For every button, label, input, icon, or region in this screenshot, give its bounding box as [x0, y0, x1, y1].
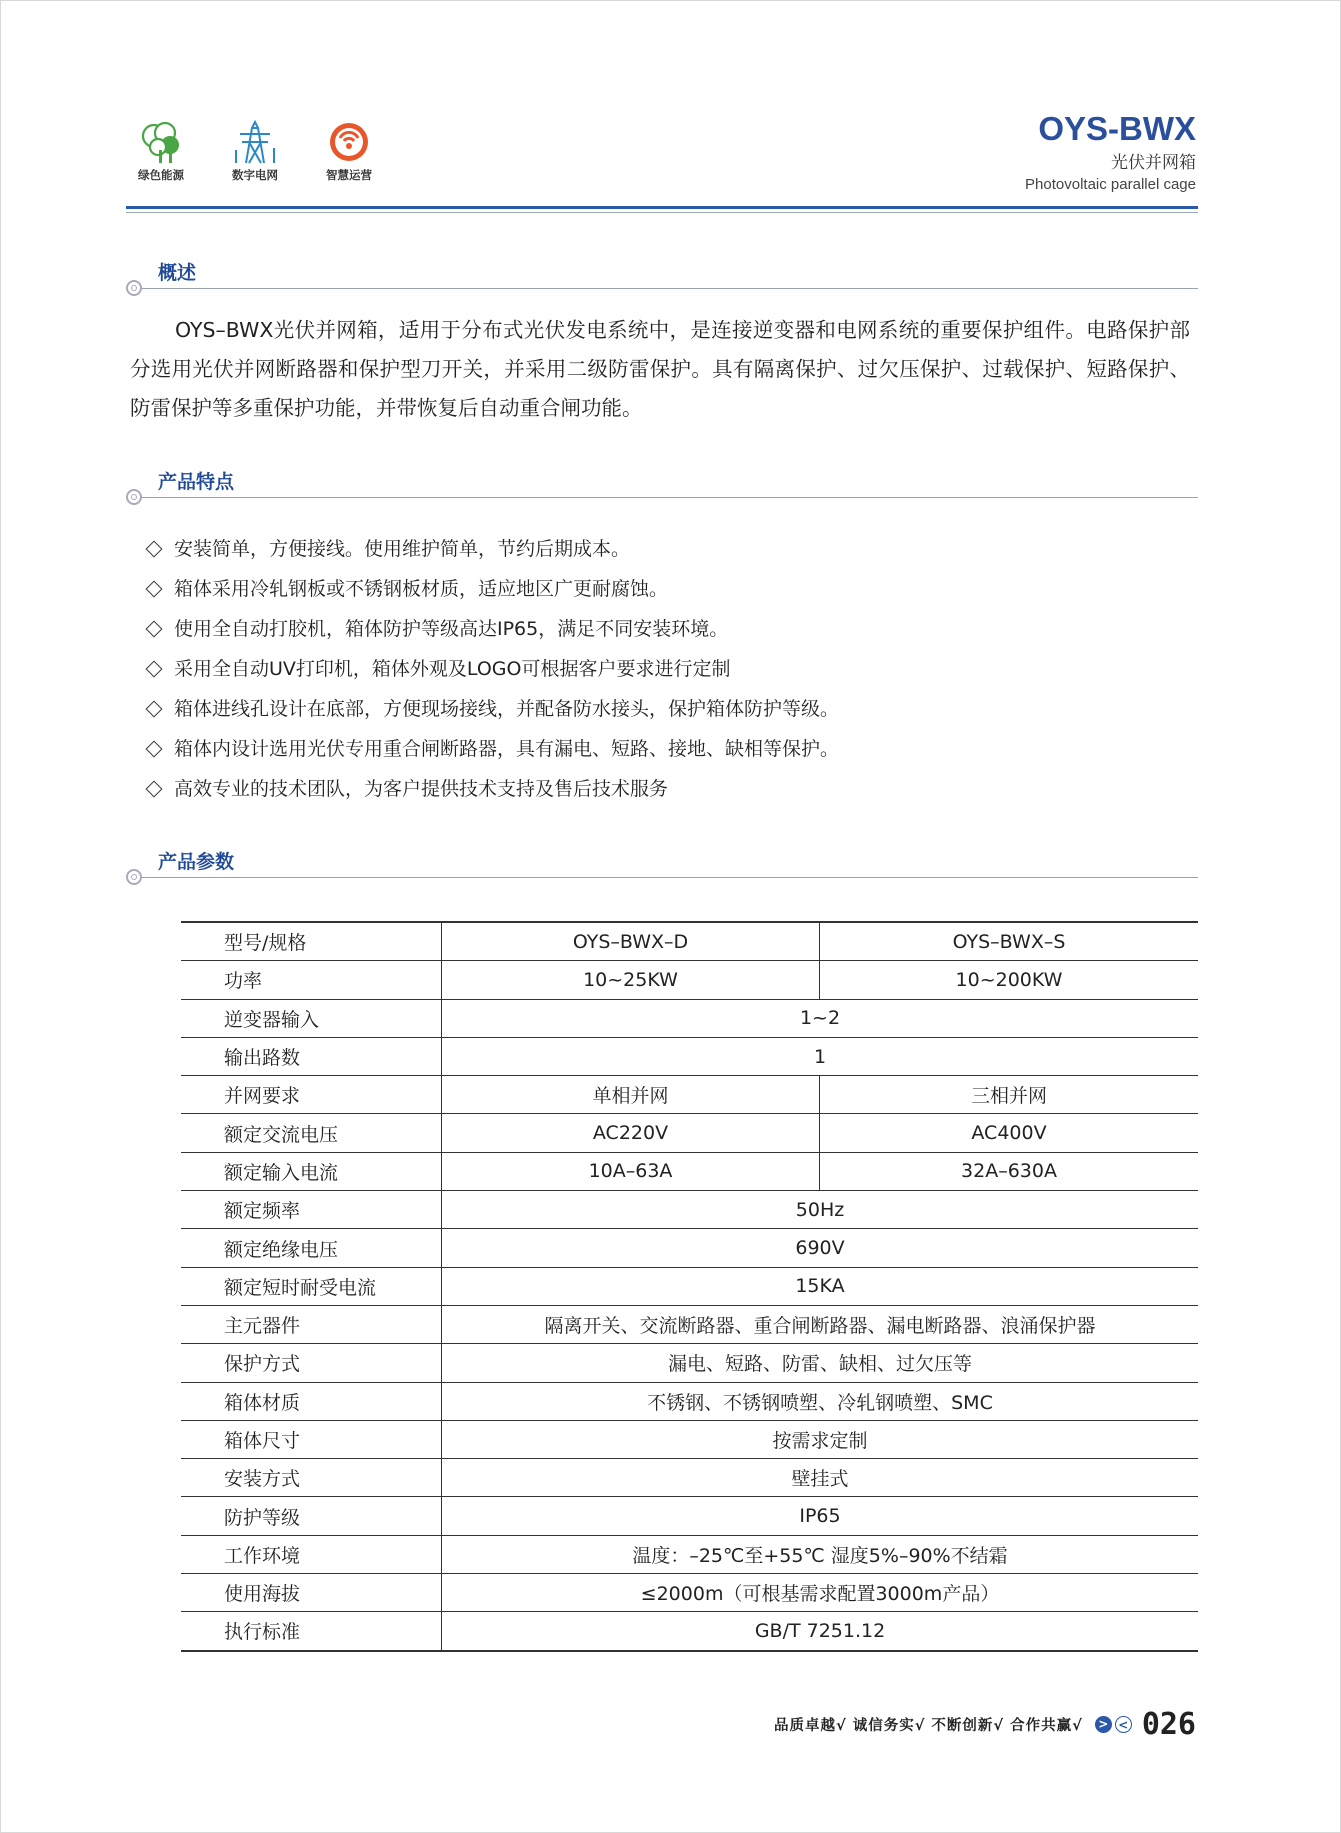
diamond-bullet-icon	[146, 781, 163, 798]
spec-value: ≤2000m（可根基需求配置3000m产品）	[442, 1574, 1199, 1612]
logo-green-energy	[125, 120, 197, 183]
spec-row	[181, 1574, 1198, 1612]
feature-item: 高效专业的技术团队，为客户提供技术支持及售后技术服务	[144, 769, 839, 809]
section-title-overview: 概述	[158, 262, 197, 284]
product-name-en: Photovoltaic parallel cage	[1025, 176, 1196, 193]
spec-label: 额定频率	[181, 1191, 442, 1229]
spec-row	[181, 1229, 1198, 1267]
footer-slogan: 品质卓越√ 诚信务实√ 不断创新√ 合作共赢√	[773, 1718, 1083, 1734]
logo-caption: 智慧运营	[326, 168, 372, 182]
spec-value: AC220V	[442, 1114, 820, 1152]
spec-value: AC400V	[820, 1114, 1199, 1152]
spec-row	[181, 1152, 1198, 1190]
feature-item: 采用全自动UV打印机，箱体外观及LOGO可根据客户要求进行定制	[144, 649, 839, 689]
spec-value: 温度：–25℃至+55℃ 湿度5%–90%不结霜	[442, 1535, 1199, 1573]
prev-page-icon[interactable]: <	[1115, 1716, 1132, 1733]
spec-value: 10A–63A	[442, 1152, 820, 1190]
product-brand	[1025, 112, 1196, 193]
spec-value: 1	[442, 1037, 1199, 1075]
section-ring-icon	[126, 280, 142, 296]
spec-value: 壁挂式	[442, 1459, 1199, 1497]
diamond-bullet-icon	[146, 541, 163, 558]
spec-value: OYS–BWX–D	[442, 922, 820, 961]
spec-value: 690V	[442, 1229, 1199, 1267]
spec-value: IP65	[442, 1497, 1199, 1535]
spec-value: 1~2	[442, 999, 1199, 1037]
spec-label: 箱体尺寸	[181, 1420, 442, 1458]
header-divider-thin	[126, 212, 1198, 213]
spec-value: 不锈钢、不锈钢喷塑、冷轧钢喷塑、SMC	[442, 1382, 1199, 1420]
spec-row	[181, 1076, 1198, 1114]
spec-value: 10~200KW	[820, 961, 1199, 999]
spec-value: 按需求定制	[442, 1420, 1199, 1458]
spec-row	[181, 1459, 1198, 1497]
overview-text: OYS–BWX光伏并网箱，适用于分布式光伏发电系统中，是连接逆变器和电网系统的重要保护组件。电路保护部分选用光伏并网断路器和保护型刀开关，并采用二级防雷保护。具有隔离保护、过欠压保护、过载保护、短路保护、防雷保护等多重保护功能，并带恢复后自动重合闸功能。	[130, 318, 1190, 420]
spec-value: 10~25KW	[442, 961, 820, 999]
spec-row	[181, 1612, 1198, 1651]
spec-label: 使用海拔	[181, 1574, 442, 1612]
spec-value: 15KA	[442, 1267, 1199, 1305]
spec-row	[181, 1267, 1198, 1305]
spec-label: 箱体材质	[181, 1382, 442, 1420]
spec-row	[181, 1305, 1198, 1343]
spec-value: 50Hz	[442, 1191, 1199, 1229]
spec-label: 主元器件	[181, 1305, 442, 1343]
section-title-params: 产品参数	[158, 851, 235, 873]
logo-caption: 绿色能源	[138, 168, 184, 182]
spec-label: 执行标准	[181, 1612, 442, 1651]
power-tower-icon	[232, 120, 278, 164]
spec-label: 并网要求	[181, 1076, 442, 1114]
tree-icon	[138, 120, 184, 164]
spec-label: 额定输入电流	[181, 1152, 442, 1190]
feature-item: 使用全自动打胶机，箱体防护等级高达IP65，满足不同安装环境。	[144, 609, 839, 649]
section-ring-icon	[126, 869, 142, 885]
spec-label: 额定交流电压	[181, 1114, 442, 1152]
page-nav	[1095, 1716, 1132, 1733]
section-title-features: 产品特点	[158, 471, 235, 493]
logo-caption: 数字电网	[232, 168, 278, 182]
spec-label: 安装方式	[181, 1459, 442, 1497]
feature-item: 箱体内设计选用光伏专用重合闸断路器，具有漏电、短路、接地、缺相等保护。	[144, 729, 839, 769]
spec-row	[181, 1114, 1198, 1152]
section-divider	[136, 288, 1198, 289]
spec-row	[181, 961, 1198, 999]
spec-row	[181, 1191, 1198, 1229]
spec-label: 工作环境	[181, 1535, 442, 1573]
section-ring-icon	[126, 489, 142, 505]
diamond-bullet-icon	[146, 661, 163, 678]
spec-label: 保护方式	[181, 1344, 442, 1382]
spec-value: 三相并网	[820, 1076, 1199, 1114]
product-code: OYS-BWX	[1038, 110, 1196, 147]
diamond-bullet-icon	[146, 581, 163, 598]
diamond-bullet-icon	[146, 701, 163, 718]
signal-ring-icon	[326, 120, 372, 164]
diamond-bullet-icon	[146, 621, 163, 638]
spec-value: GB/T 7251.12	[442, 1612, 1199, 1651]
spec-value: 漏电、短路、防雷、缺相、过欠压等	[442, 1344, 1199, 1382]
spec-label: 逆变器输入	[181, 999, 442, 1037]
spec-row	[181, 1344, 1198, 1382]
spec-label: 型号/规格	[181, 922, 442, 961]
spec-row	[181, 922, 1198, 961]
spec-value: 32A–630A	[820, 1152, 1199, 1190]
spec-value: OYS–BWX–S	[820, 922, 1199, 961]
spec-label: 额定绝缘电压	[181, 1229, 442, 1267]
spec-label: 输出路数	[181, 1037, 442, 1075]
spec-label: 功率	[181, 961, 442, 999]
feature-item: 箱体进线孔设计在底部，方便现场接线，并配备防水接头，保护箱体防护等级。	[144, 689, 839, 729]
section-divider	[136, 497, 1198, 498]
logo-smart-ops	[313, 120, 385, 183]
feature-item: 箱体采用冷轧钢板或不锈钢板材质，适应地区广更耐腐蚀。	[144, 569, 839, 609]
spec-label: 额定短时耐受电流	[181, 1267, 442, 1305]
spec-row	[181, 1037, 1198, 1075]
header-logos	[125, 120, 385, 183]
diamond-bullet-icon	[146, 741, 163, 758]
spec-label: 防护等级	[181, 1497, 442, 1535]
footer	[774, 1707, 1196, 1742]
spec-row	[181, 1535, 1198, 1573]
feature-item: 安装简单，方便接线。使用维护简单，节约后期成本。	[144, 529, 839, 569]
header-divider	[126, 206, 1198, 209]
spec-value: 单相并网	[442, 1076, 820, 1114]
spec-table	[181, 921, 1198, 1652]
page-number: 026	[1141, 1707, 1196, 1742]
spec-value: 隔离开关、交流断路器、重合闸断路器、漏电断路器、浪涌保护器	[442, 1305, 1199, 1343]
spec-row	[181, 999, 1198, 1037]
section-divider	[136, 877, 1198, 878]
spec-row	[181, 1382, 1198, 1420]
next-page-icon[interactable]: >	[1095, 1716, 1112, 1733]
spec-row	[181, 1420, 1198, 1458]
feature-list	[144, 529, 839, 809]
product-name-cn: 光伏并网箱	[1111, 153, 1196, 173]
logo-digital-grid	[219, 120, 291, 183]
spec-row	[181, 1497, 1198, 1535]
